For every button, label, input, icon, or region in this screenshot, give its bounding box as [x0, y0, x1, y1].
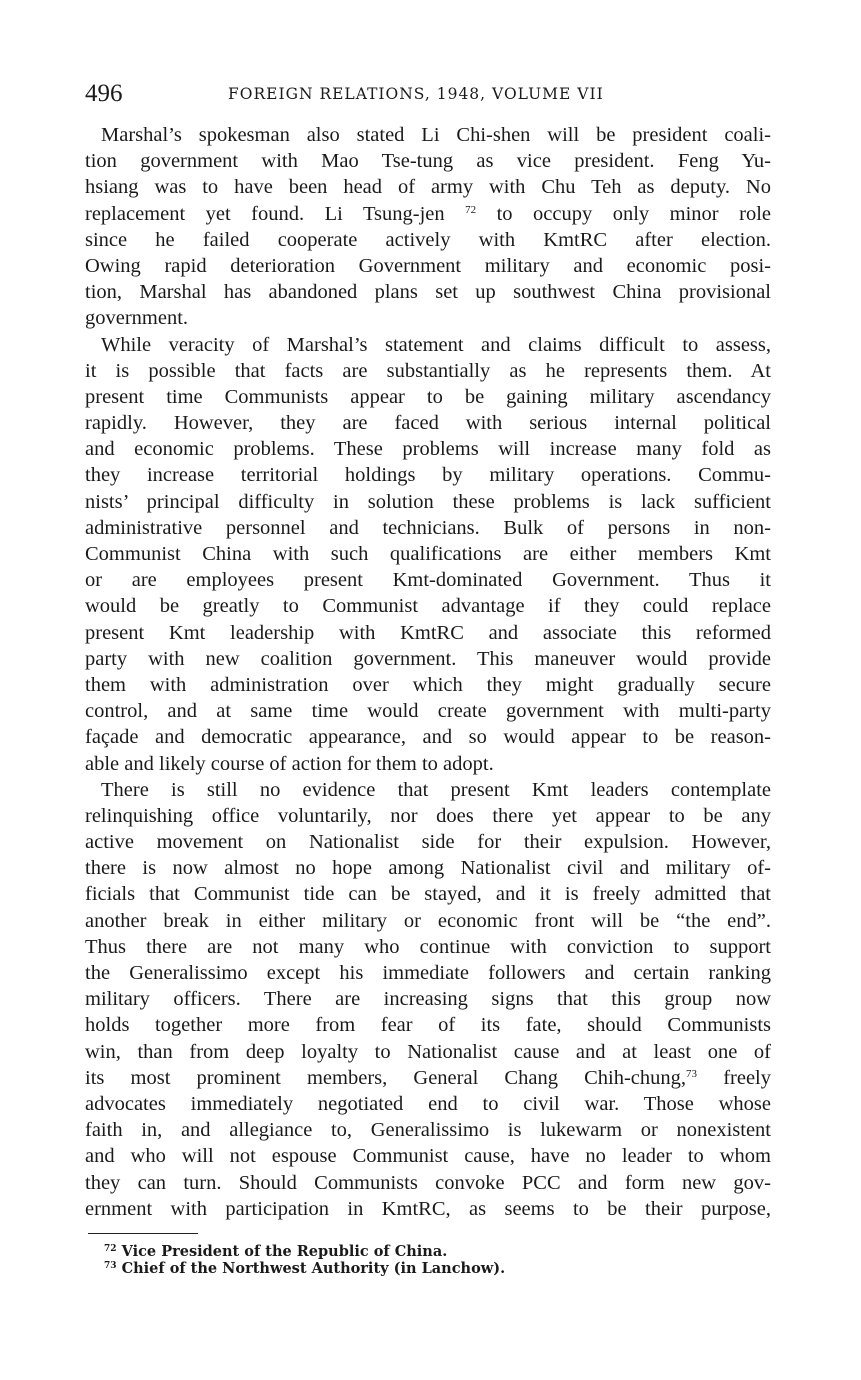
text-line: faith in, and allegiance to, Generalissimo is lukewarm or nonexistent: [85, 1119, 771, 1142]
text-line: replacement yet found. Li Tsung-jen $^{72}$ to occupy only minor role: [85, 202, 771, 225]
text-line: them with administration over which they might gradually secure: [85, 673, 771, 696]
text-line: Marshal’s spokesman also stated Li Chi-shen will be president coali-: [101, 124, 771, 146]
text-line: and who will not espouse Communist cause, have no leader to whom: [85, 1145, 771, 1168]
text-line: present time Communists appear to be gaining military ascendancy: [85, 385, 771, 408]
text-line: there is now almost no hope among Nationalist civil and military of-: [85, 857, 771, 880]
text-line: military officers. There are increasing signs that this group now: [85, 988, 771, 1011]
text-line: advocates immediately negotiated end to civil war. Those whose: [85, 1092, 771, 1115]
text-line: active movement on Nationalist side for their expulsion. However,: [85, 831, 771, 854]
text-line: hsiang was to have been head of army with Chu Teh as deputy. No: [85, 176, 771, 199]
footnote-text: Chief of the Northwest Authority (in Lanchow).: [121, 1260, 506, 1277]
footnotes: [104, 1243, 505, 1277]
text-line: government.: [85, 307, 189, 330]
text-line: Thus there are not many who continue with conviction to support: [85, 935, 771, 958]
footnote: [104, 1243, 505, 1260]
text-line: Owing rapid deterioration Government military and economic posi-: [85, 254, 771, 277]
text-line: present Kmt leadership with KmtRC and associate this reformed: [85, 621, 771, 644]
text-line: tion, Marshal has abandoned plans set up southwest China provisional: [85, 281, 771, 304]
running-head: FOREIGN RELATIONS, 1948, VOLUME VII: [228, 85, 604, 103]
footnote-rule: [88, 1233, 198, 1234]
text-line: and economic problems. These problems will increase many fold as: [85, 438, 771, 461]
text-line: since he failed cooperate actively with KmtRC after election.: [85, 228, 771, 251]
body-text: [85, 122, 771, 1222]
text-line: Communist China with such qualifications are either members Kmt: [85, 543, 771, 565]
text-line: nists’ principal difficulty in solution these problems is lack sufficient: [85, 490, 771, 513]
text-line: another break in either military or economic front will be “the end”.: [85, 909, 771, 932]
text-line: they can turn. Should Communists convoke PCC and form new gov-: [85, 1171, 771, 1194]
text-line: or are employees present Kmt-dominated Government. Thus it: [85, 569, 771, 592]
footnote-ref: 72: [465, 203, 477, 216]
text-line: While veracity of Marshal’s statement and claims difficult to assess,: [101, 333, 771, 356]
text-line: relinquishing office voluntarily, nor does there yet appear to be any: [85, 804, 771, 827]
footnote-ref: 73: [686, 1067, 698, 1080]
text-line: holds together more from fear of its fate, should Communists: [85, 1014, 771, 1037]
text-line: the Generalissimo except his immediate followers and certain ranking: [85, 962, 771, 984]
footnote-mark: 73: [104, 1261, 117, 1271]
text-line: façade and democratic appearance, and so would appear to be reason-: [85, 726, 771, 749]
text-line: ficials that Communist tide can be stayed, and it is freely admitted that: [85, 883, 771, 906]
text-line: tion government with Mao Tse-tung as vice president. Feng Yu-: [85, 150, 771, 173]
text-line: able and likely course of action for them to adopt.: [85, 752, 494, 775]
text-line: administrative personnel and technicians. Bulk of persons in non-: [85, 516, 771, 539]
footnote-mark: 72: [104, 1244, 117, 1254]
text-line: party with new coalition government. This maneuver would provide: [85, 647, 771, 670]
text-line: control, and at same time would create government with multi-party: [85, 700, 771, 723]
text-line: they increase territorial holdings by military operations. Commu-: [85, 464, 771, 487]
page-header: [85, 80, 775, 110]
text-line: ernment with participation in KmtRC, as seems to be their purpose,: [85, 1197, 771, 1220]
footnote: [104, 1260, 505, 1277]
text-line: its most prominent members, General Chang Chih-chung,$^{73}$ freely: [85, 1066, 771, 1089]
text-line: win, than from deep loyalty to Nationalist cause and at least one of: [85, 1040, 771, 1063]
footnote-text: Vice President of the Republic of China.: [121, 1243, 448, 1260]
text-line: would be greatly to Communist advantage if they could replace: [85, 595, 771, 618]
text-line: There is still no evidence that present Kmt leaders contemplate: [101, 778, 771, 801]
text-line: rapidly. However, they are faced with serious internal political: [85, 412, 771, 435]
page-number: 496: [85, 80, 123, 107]
text-line: it is possible that facts are substantially as he represents them. At: [85, 359, 771, 382]
